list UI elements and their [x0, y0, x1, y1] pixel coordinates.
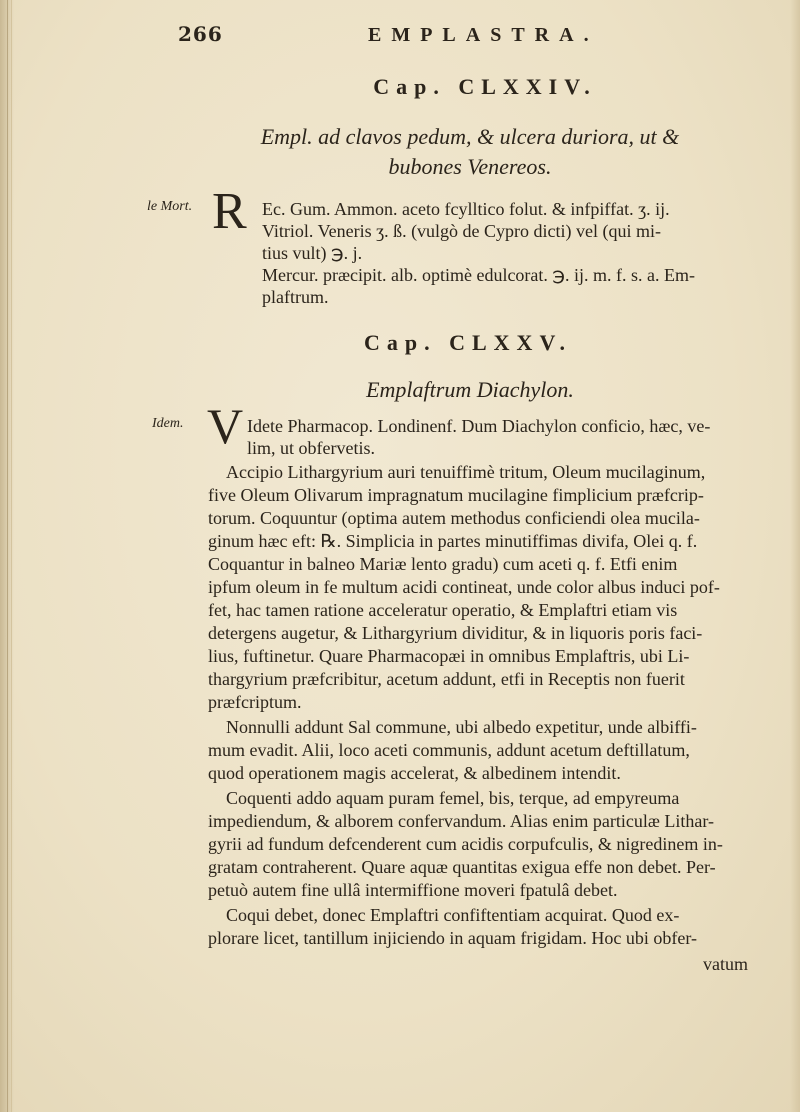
text-line: præfcriptum.	[208, 692, 302, 712]
text-line: lius, fuftinetur. Quare Pharmacopæi in omnibus Emplaftris, ubi Li-	[208, 646, 690, 666]
text-line: lim, ut obfervetis.	[247, 438, 375, 458]
text-line: torum. Coquuntur (optima autem methodus conficiendi olea mucila-	[208, 508, 700, 528]
text-line: plorare licet, tantillum injiciendo in aquam frigidam. Hoc ubi obfer-	[208, 928, 697, 948]
text-line: tius vult) ℈. j.	[262, 243, 363, 263]
recipe-title-175: Emplaftrum Diachylon.	[366, 377, 574, 402]
text-line: quod operationem magis accelerat, & albedinem intendit.	[208, 763, 621, 783]
text-line: Accipio Lithargyrium auri tenuiffimè tritum, Oleum mucilaginum,	[226, 462, 706, 482]
text-line: Coqui debet, donec Emplaftri confiftentiam acquirat. Quod ex-	[226, 905, 680, 925]
text-line: Coquantur in balneo Mariæ lento gradu) cum aceti q. f. Etfi enim	[208, 554, 678, 574]
drop-cap-v: V	[207, 398, 244, 454]
text-line: detergens augetur, & Lithargyrium dividitur, & in liquoris poris faci-	[208, 623, 703, 643]
text-line: plaftrum.	[262, 287, 329, 307]
text-line: five Oleum Olivarum impragnatum mucilagine fimplicium præfcrip-	[208, 485, 704, 505]
page-edge-shadow	[790, 0, 800, 1112]
text-line: Mercur. præcipit. alb. optimè edulcorat. ℈. ij. m. f. s. a. Em-	[262, 265, 695, 285]
text-line: Coquenti addo aquam puram femel, bis, terque, ad empyreuma	[226, 788, 680, 808]
gutter-line-inner	[11, 0, 12, 1112]
text-line: Ec. Gum. Ammon. aceto fcylltico folut. & infpiffat. ʒ. ij.	[262, 199, 670, 219]
text-line: fet, hac tamen ratione acceleratur operatio, & Emplaftri etiam vis	[208, 600, 678, 620]
text-line: Nonnulli addunt Sal commune, ubi albedo expetitur, unde albiffi-	[226, 717, 697, 737]
text-line: gratam contraherent. Quare aquæ quantitas exigua effe non debet. Per-	[208, 857, 716, 877]
text-line: ginum hæc eft: ℞. Simplicia in partes minutiffimas divifa, Olei q. f.	[208, 531, 698, 551]
margin-note-author: le Mort.	[147, 199, 193, 214]
catchword: vatum	[703, 954, 748, 974]
chapter-heading-174: Cap. CLXXIV.	[373, 74, 597, 99]
running-head: EMPLASTRA.	[368, 24, 599, 46]
gutter-line	[7, 0, 8, 1112]
text-line: petuò autem fine ullâ intermiffione moveri fpatulâ debet.	[208, 880, 618, 900]
chapter-heading-175: Cap. CLXXV.	[363, 330, 572, 355]
text-line: impediendum, & alborem confervandum. Alias enim particulæ Lithar-	[208, 811, 715, 831]
margin-note-idem: Idem.	[152, 416, 184, 431]
text-line: gyrii ad fundum defcenderent cum acidis corpufculis, & nigredinem in-	[208, 834, 723, 854]
page-number: 266	[178, 22, 223, 46]
text-line: Idete Pharmacop. Londinenf. Dum Diachylon conficio, hæc, ve-	[247, 416, 711, 436]
recipe-title-174-line-1: Empl. ad clavos pedum, & ulcera duriora, ut &	[260, 124, 680, 149]
drop-cap-r: R	[212, 183, 247, 240]
text-line: thargyrium præfcribitur, acetum addunt, etfi in Receptis non fuerit	[208, 669, 685, 689]
text-line: Vitriol. Veneris ʒ. ß. (vulgò de Cypro dicti) vel (qui mi-	[262, 221, 662, 241]
recipe-title-174-line-2: bubones Venereos.	[388, 154, 552, 179]
text-line: ipfum oleum in fe multum acidi contineat, unde color albus induci pof-	[208, 577, 720, 597]
text-line: mum evadit. Alii, loco aceti communis, addunt acetum deftillatum,	[208, 740, 690, 760]
